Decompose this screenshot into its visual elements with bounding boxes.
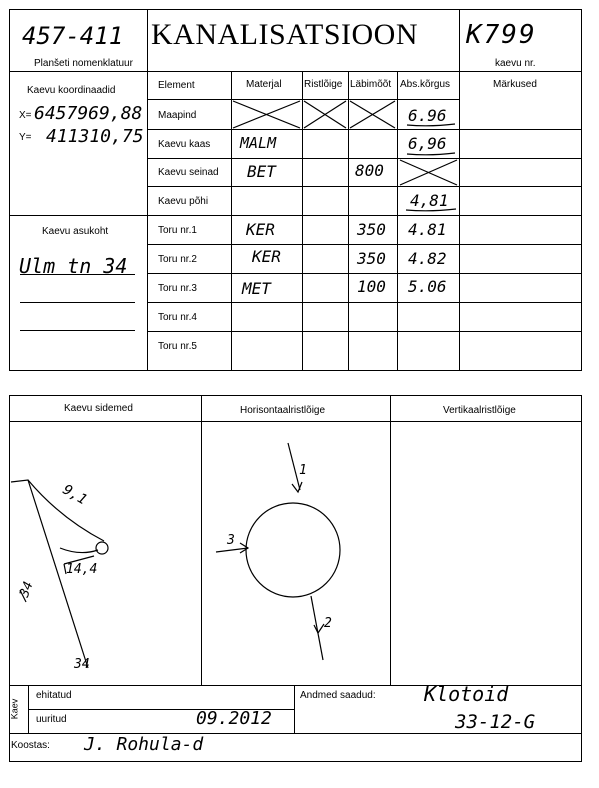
x-coordinate: 6457969,88: [34, 103, 143, 124]
sketch-label: 34: [17, 579, 37, 600]
table-row-element: Kaevu kaas: [158, 139, 211, 150]
sketch-label: 1: [299, 463, 307, 478]
sketch-label: 2: [324, 616, 332, 631]
surveyed-date: 09.2012: [196, 708, 272, 729]
sheet-number: 457-411: [22, 22, 124, 50]
table-row-element: Toru nr.2: [158, 254, 197, 265]
sketch-label: 34: [74, 657, 90, 672]
sketch-label: 3: [227, 533, 235, 548]
sketch-label: 14,4: [66, 562, 98, 577]
table-cell-materjal: MET: [242, 279, 271, 298]
table-cell-abs: 4.81: [408, 220, 447, 239]
well-label: kaevu nr.: [495, 58, 536, 69]
y-coordinate: 411310,75: [46, 126, 144, 147]
table-cell-materjal: KER: [246, 220, 275, 239]
well-number: K799: [466, 20, 537, 50]
table-cell-labimoot: 350: [357, 220, 386, 239]
page-title: KANALISATSIOON: [151, 18, 418, 51]
table-cell-labimoot: 100: [357, 277, 386, 296]
data-label: Andmed saadud:: [300, 690, 376, 701]
header-ristloige: Ristlõige: [304, 79, 343, 90]
table-cell-labimoot: 350: [357, 249, 386, 268]
table-cell-labimoot: 800: [355, 161, 384, 180]
col-title-horisontaal: Horisontaalristlõige: [240, 405, 326, 416]
table-cell-abs: 5.06: [408, 277, 447, 296]
table-cell-materjal: BET: [247, 162, 276, 181]
built-label: ehitatud: [36, 690, 72, 701]
table-row-element: Toru nr.3: [158, 283, 197, 294]
location-label: Kaevu asukoht: [42, 226, 109, 237]
table-cell-abs: 6.96: [408, 106, 447, 125]
table-cell-materjal: MALM: [240, 134, 277, 152]
table-row-element: Kaevu seinad: [158, 167, 219, 178]
table-cell-materjal: KER: [252, 247, 281, 266]
author-label: Koostas:: [11, 740, 50, 751]
table-row-element: Maapind: [158, 110, 197, 121]
header-markused: Märkused: [493, 79, 537, 90]
sheet-label: Planšeti nomenklatuur: [34, 58, 133, 69]
table-row-element: Toru nr.5: [158, 341, 197, 352]
table-cell-abs: 4,81: [410, 191, 449, 210]
side-label: Kaev: [9, 698, 20, 720]
table-cell-abs: 4.82: [408, 249, 447, 268]
table-row-element: Toru nr.4: [158, 312, 197, 323]
table-row-element: Kaevu põhi: [158, 196, 209, 207]
x-prefix: X=: [19, 110, 32, 121]
sketch-label: 9,1: [59, 481, 90, 509]
coordinates-label: Kaevu koordinaadid: [27, 85, 116, 96]
surveyed-label: uuritud: [36, 714, 67, 725]
data-reference: 33-12-G: [455, 711, 536, 733]
col-title-sidemed: Kaevu sidemed: [64, 403, 133, 414]
author-name: J. Rohula-d: [84, 734, 204, 755]
header-materjal: Materjal: [246, 79, 282, 90]
header-element: Element: [158, 80, 195, 91]
y-prefix: Y=: [19, 132, 32, 143]
data-source: Klotoid: [424, 682, 509, 706]
header-abs-korgus: Abs.kõrgus: [400, 79, 451, 90]
location-value: Ulm tn 34: [19, 254, 128, 278]
col-title-vertikaal: Vertikaalristlõige: [443, 405, 516, 416]
table-cell-abs: 6,96: [408, 134, 447, 153]
header-labimoot: Läbimõõt: [350, 79, 392, 90]
table-row-element: Toru nr.1: [158, 225, 197, 236]
